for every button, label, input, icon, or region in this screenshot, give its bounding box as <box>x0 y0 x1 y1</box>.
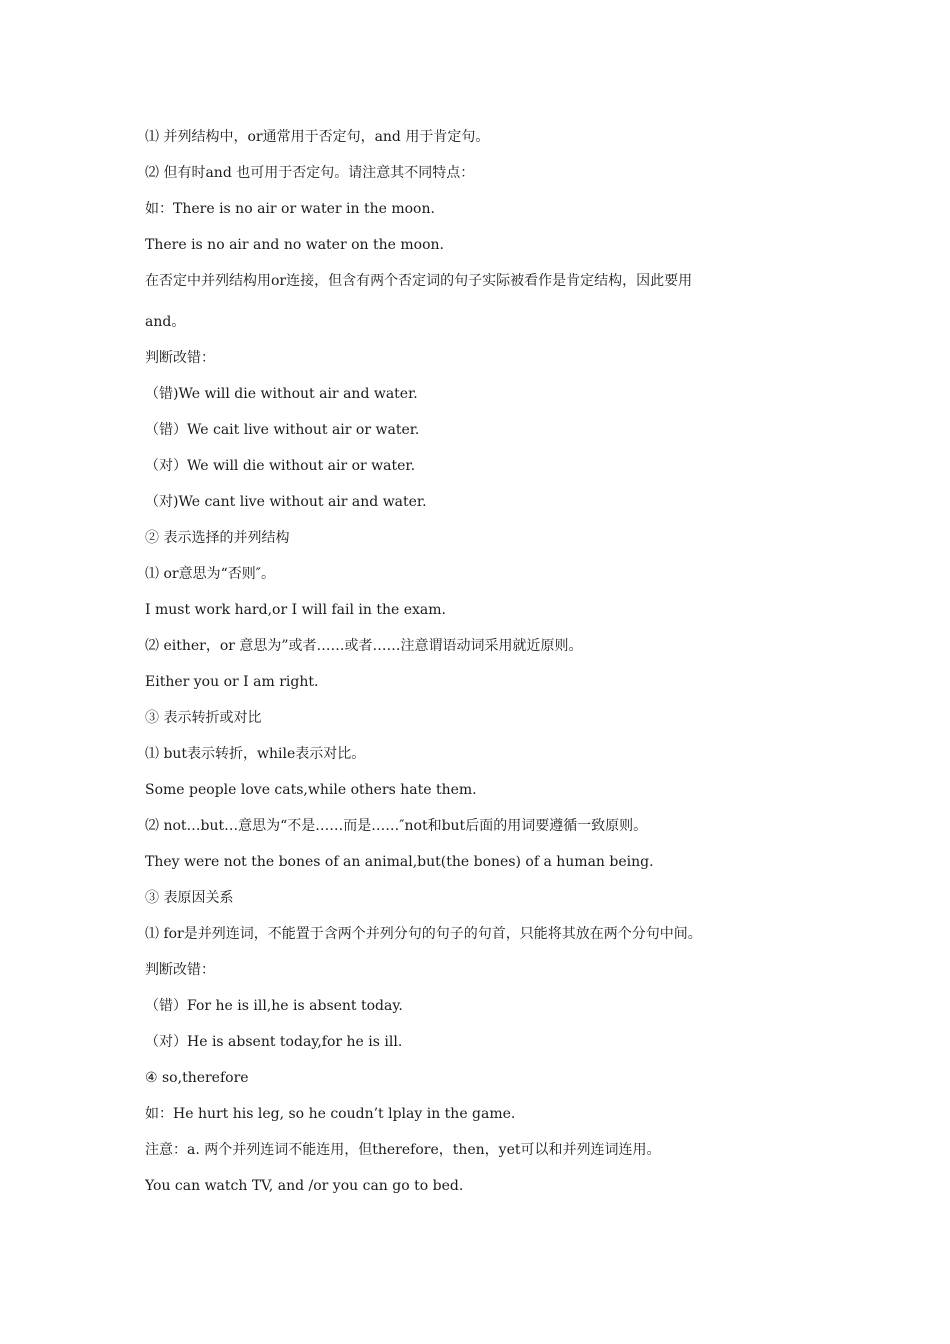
text-line: ⑴ or意思为“否则″。 <box>145 566 275 582</box>
text-line: I must work hard,or I will fail in the exam. <box>145 602 446 618</box>
text-line: and。 <box>145 314 186 330</box>
text-line: 判断改错： <box>145 350 215 366</box>
text-line: Some people love cats,while others hate them. <box>145 782 477 798</box>
text-line: （对)We cant live without air and water. <box>145 494 427 510</box>
text-line: 如：There is no air or water in the moon. <box>145 201 435 217</box>
text-line: （错）For he is ill,he is absent today. <box>145 998 403 1014</box>
document-body <box>145 124 835 1209</box>
text-line: 注意：a. 两个并列连词不能连用，但therefore，then，yet可以和并列连词连用。 <box>145 1142 661 1158</box>
text-line: ⑵ either，or 意思为”或者……或者……注意谓语动词采用就近原则。 <box>145 638 583 654</box>
text-line: ② 表示选择的并列结构 <box>145 530 290 546</box>
text-line: There is no air and no water on the moon. <box>145 237 444 253</box>
text-line: Either you or I am right. <box>145 674 319 690</box>
text-line: You can watch TV, and /or you can go to bed. <box>145 1178 464 1194</box>
text-line: （对）He is absent today,for he is ill. <box>145 1034 403 1050</box>
text-line: ⑵ not…but…意思为“不是……而是……″not和but后面的用词要遵循一致原则。 <box>145 818 648 834</box>
text-line: ⑴ for是并列连词，不能置于含两个并列分句的句子的句首，只能将其放在两个分句中间。 <box>145 926 702 942</box>
text-line: 判断改错： <box>145 962 215 978</box>
text-line: （错）We cait live without air or water. <box>145 422 420 438</box>
text-line: ⑴ 并列结构中，or通常用于否定句，and 用于肯定句。 <box>145 129 490 145</box>
text-line: ⑵ 但有时and 也可用于否定句。请注意其不同特点： <box>145 165 475 181</box>
text-line: （错)We will die without air and water. <box>145 386 418 402</box>
text-line: 在否定中并列结构用or连接，但含有两个否定词的句子实际被看作是肯定结构，因此要用 <box>145 273 693 289</box>
text-line: 如：He hurt his leg, so he coudn’t lplay in the game. <box>145 1106 516 1122</box>
text-line: They were not the bones of an animal,but(the bones) of a human being. <box>145 854 654 870</box>
text-line: ③ 表原因关系 <box>145 890 234 906</box>
text-line: （对）We will die without air or water. <box>145 458 416 474</box>
text-line: ⑴ but表示转折，while表示对比。 <box>145 746 366 762</box>
text-line: ③ 表示转折或对比 <box>145 710 262 726</box>
text-line: ④ so,therefore <box>145 1070 249 1086</box>
